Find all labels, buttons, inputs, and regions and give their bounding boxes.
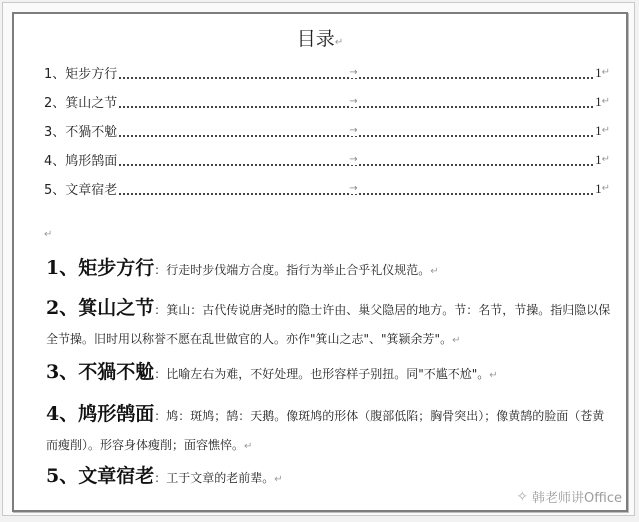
dot-leader <box>119 182 593 195</box>
toc-entry-label: 5、文章宿老 <box>44 183 118 198</box>
toc-page-number: 1 <box>595 122 602 138</box>
tab-arrow-icon: → <box>349 66 358 78</box>
toc-page-number: 1 <box>595 93 602 109</box>
idiom-definition: ：行走时步伐端方合度。指行为举止合乎礼仪规范。 <box>154 263 431 277</box>
paragraph-mark-icon: ↵ <box>244 441 253 452</box>
paragraph-mark-icon: ↵ <box>430 266 439 277</box>
watermark-text: 韩老师讲Office <box>532 491 622 506</box>
watermark <box>516 487 622 506</box>
table-of-contents <box>44 58 610 203</box>
toc-title <box>14 24 626 51</box>
idiom-definition: ：箕山：古代传说唐尧时的隐士许由、巢父隐居的地方。节：名节，节操。指归隐以保全节操。旧时用以称誉不愿在乱世做官的人。亦作"箕山之志"、"箕颍余芳"。 <box>46 303 611 346</box>
idiom-entry <box>46 400 612 461</box>
empty-paragraph <box>44 222 52 241</box>
toc-entry[interactable] <box>44 145 610 174</box>
toc-page-number: 1 <box>595 151 602 167</box>
paragraph-mark-icon: ↵ <box>334 37 344 48</box>
paragraph-mark-icon: ↵ <box>601 96 610 107</box>
dot-leader <box>119 95 593 108</box>
idiom-entry <box>46 254 612 286</box>
tab-arrow-icon: → <box>349 182 358 194</box>
idiom-heading: 4、鸠形鹄面 <box>46 403 155 425</box>
idiom-entry <box>46 294 612 355</box>
idiom-definition: ：工于文章的老前辈。 <box>154 471 275 485</box>
idiom-heading: 5、文章宿老 <box>46 465 155 487</box>
idiom-entry <box>46 358 612 390</box>
dot-leader <box>119 153 593 166</box>
toc-entry[interactable] <box>44 116 610 145</box>
toc-entry-label: 1、矩步方行 <box>44 67 118 82</box>
idiom-heading: 1、矩步方行 <box>46 257 155 279</box>
paragraph-mark-icon: ↵ <box>601 183 610 194</box>
idiom-definition: ：鸠：斑鸠；鹄：天鹅。像斑鸠的形体（腹部低陷；胸骨突出）；像黄鹄的脸面（苍黄而瘦削）。形容身体瘦削；面容憔悴。 <box>46 409 605 452</box>
tab-arrow-icon: → <box>349 124 358 136</box>
toc-entry-label: 4、鸠形鹄面 <box>44 154 118 169</box>
toc-entry[interactable] <box>44 87 610 116</box>
dot-leader <box>119 124 593 137</box>
toc-entry[interactable] <box>44 174 610 203</box>
tab-arrow-icon: → <box>349 153 358 165</box>
idiom-definition: ：比喻左右为难，不好处理。也形容样子别扭。同"不尴不尬"。 <box>154 367 490 381</box>
screenshot-frame <box>2 2 635 516</box>
toc-page-number: 1 <box>595 64 602 80</box>
toc-title-text: 目录 <box>296 28 335 50</box>
paragraph-mark-icon: ↵ <box>274 474 283 485</box>
idiom-heading: 2、箕山之节 <box>46 297 155 319</box>
paragraph-mark-icon: ↵ <box>601 67 610 78</box>
dot-leader <box>119 66 593 79</box>
paragraph-mark-icon: ↵ <box>44 229 53 240</box>
idiom-heading: 3、不猧不魀 <box>46 361 155 383</box>
paragraph-mark-icon: ↵ <box>452 335 461 346</box>
tab-arrow-icon: → <box>349 95 358 107</box>
toc-page-number: 1 <box>595 180 602 196</box>
toc-entry-label: 2、箕山之节 <box>44 96 118 111</box>
toc-entry[interactable] <box>44 58 610 87</box>
paragraph-mark-icon: ↵ <box>601 125 610 136</box>
paragraph-mark-icon: ↵ <box>601 154 610 165</box>
wechat-icon: ✧ <box>516 488 529 505</box>
paragraph-mark-icon: ↵ <box>489 370 498 381</box>
document-page <box>12 12 628 512</box>
toc-entry-label: 3、不猧不魀 <box>44 125 118 140</box>
